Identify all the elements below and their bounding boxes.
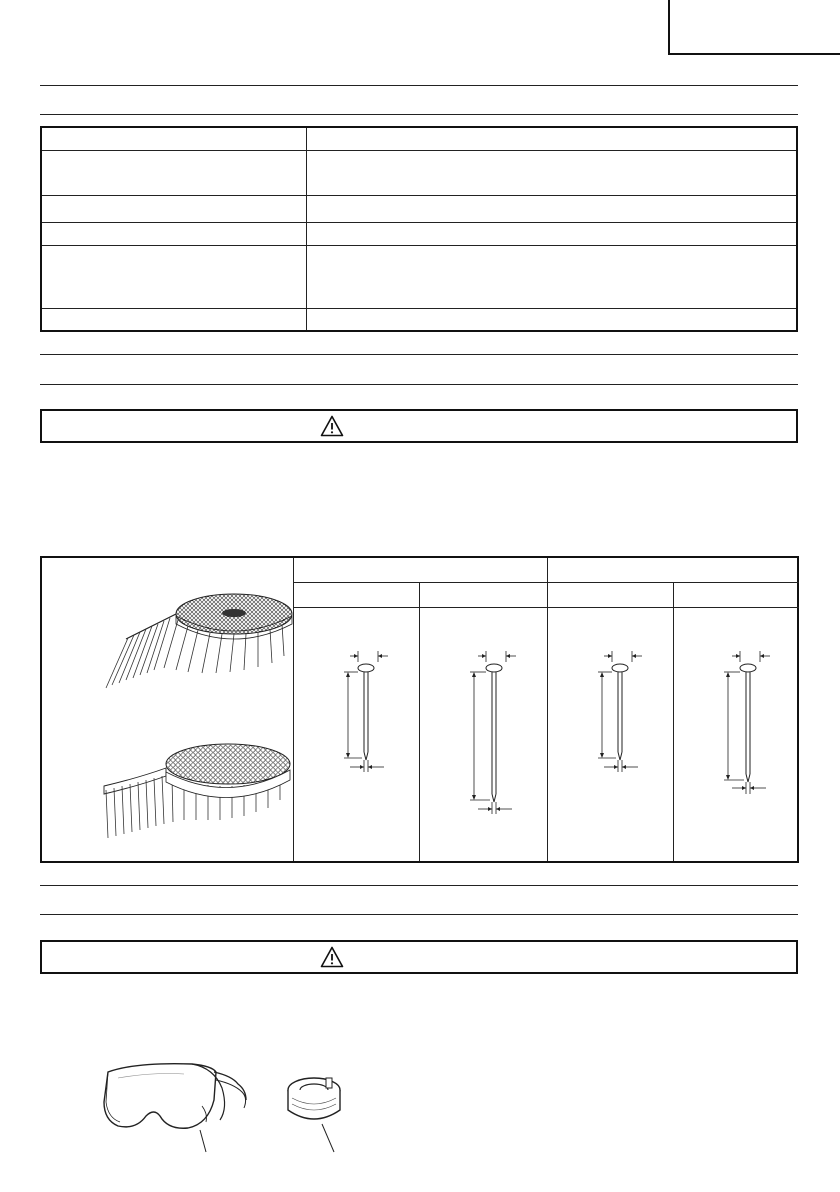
accessory-section-rule-bottom — [40, 914, 798, 915]
spec-row-divider — [42, 150, 796, 151]
nail-table-divider — [293, 582, 799, 583]
nail-table-divider — [547, 558, 548, 861]
spec-section-rule-top — [40, 85, 798, 86]
fastener-warning-box — [40, 409, 798, 443]
specifications-table — [40, 126, 798, 332]
nail-dimension-diagram-icon — [714, 648, 794, 798]
nail-table-divider — [293, 607, 799, 608]
spec-row-divider — [42, 245, 796, 246]
nail-table-divider — [419, 582, 420, 861]
spec-table-column-divider — [306, 128, 307, 330]
accessory-warning-box — [40, 940, 798, 974]
wire-collated-coil-nails-icon — [98, 584, 298, 696]
warning-triangle-icon — [320, 946, 344, 968]
spec-row-divider — [42, 308, 796, 309]
nail-dimension-diagram-icon — [586, 648, 666, 778]
nose-cap-icon — [282, 1076, 352, 1156]
language-tab — [668, 0, 840, 55]
sheet-collated-coil-nails-icon — [98, 740, 298, 846]
fastener-section-rule-top — [40, 354, 798, 355]
nail-table-divider — [673, 582, 674, 861]
safety-glasses-icon — [96, 1058, 256, 1154]
fastener-section-rule-bottom — [40, 384, 798, 385]
accessory-section-rule-top — [40, 885, 798, 886]
nail-table — [40, 556, 799, 863]
spec-section-rule-bottom — [40, 114, 798, 115]
nail-dimension-diagram-icon — [460, 648, 540, 818]
spec-row-divider — [42, 195, 796, 196]
spec-row-divider — [42, 222, 796, 223]
nail-dimension-diagram-icon — [332, 648, 412, 778]
warning-triangle-icon — [320, 415, 344, 437]
